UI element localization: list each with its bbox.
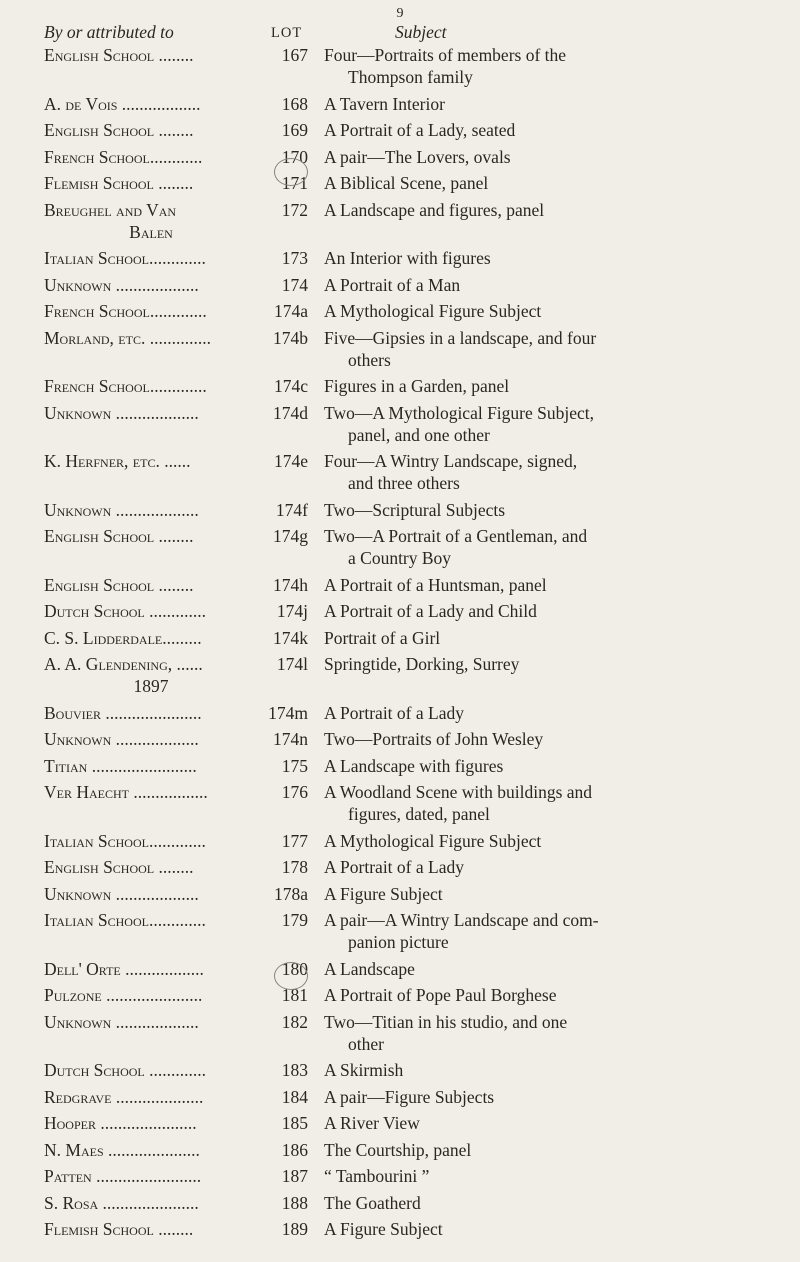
lot-subject <box>324 883 769 905</box>
lot-number: 186 <box>281 1139 308 1160</box>
column-headers <box>0 22 800 44</box>
lot-number: 168 <box>281 93 308 114</box>
lot-number: 187 <box>281 1166 308 1186</box>
lot-number: 183 <box>281 1060 308 1080</box>
lot-number: 174h <box>273 574 308 595</box>
pencil-circle-mark <box>274 962 308 990</box>
lot-number: 178 <box>281 857 308 877</box>
lot-number: 174e <box>273 451 308 471</box>
artist-attribution: Unknown ................... <box>44 402 199 423</box>
lot-entry <box>0 702 800 729</box>
lot-number: 173 <box>281 248 308 268</box>
artist-attribution: Titian ........................ <box>44 755 197 776</box>
lot-number: 188 <box>281 1192 308 1213</box>
subject-line: Five—Gipsies in a landscape, and four <box>324 327 597 348</box>
lot-number: 181 <box>281 985 308 1005</box>
lot-subject <box>324 327 769 371</box>
artist-attribution: French School............. <box>44 376 207 396</box>
subject-line: A Landscape and figures, panel <box>324 199 545 220</box>
artist-attribution: Bouvier ...................... <box>44 702 202 723</box>
lot-entry <box>0 44 800 93</box>
lot-subject <box>324 653 769 675</box>
subject-line: A Portrait of a Man <box>324 274 461 295</box>
subject-line: and three others <box>348 473 460 493</box>
artist-attribution: A. A. Glendening, ...... <box>44 654 203 674</box>
artist-attribution: A. de Vois .................. <box>44 93 201 114</box>
lot-number: 174g <box>273 526 308 546</box>
lot-number: 170 <box>281 146 308 167</box>
lot-subject <box>324 1165 769 1187</box>
artist-attribution: English School ........ <box>44 857 194 877</box>
subject-line: A Landscape <box>324 958 415 979</box>
subject-line: A Landscape with figures <box>324 755 504 776</box>
artist-attribution: C. S. Lidderdale......... <box>44 627 202 648</box>
lot-entry <box>0 1192 800 1219</box>
lot-subject <box>324 1218 769 1240</box>
lot-entry <box>0 1139 800 1166</box>
lot-number: 174f <box>275 499 308 520</box>
lot-entry <box>0 119 800 146</box>
pencil-circle-mark <box>274 158 308 186</box>
subject-line: Four—A Wintry Landscape, signed, <box>324 451 578 471</box>
subject-line: Two—Scriptural Subjects <box>324 499 506 520</box>
lot-subject <box>324 1059 769 1081</box>
lot-number: 178a <box>273 883 308 904</box>
lot-subject <box>324 119 769 141</box>
subject-line: A Portrait of a Lady, seated <box>324 120 516 140</box>
lot-number: 174a <box>273 301 308 321</box>
lot-subject <box>324 830 769 852</box>
artist-attribution: Flemish School ........ <box>44 1219 194 1239</box>
lot-subject <box>324 574 769 596</box>
lot-entry <box>0 450 800 499</box>
artist-attribution-continued: Balen <box>129 221 173 242</box>
subject-line: Figures in a Garden, panel <box>324 376 510 396</box>
lot-subject <box>324 172 769 194</box>
subject-line: figures, dated, panel <box>348 804 490 824</box>
lot-subject <box>324 1192 769 1214</box>
lot-entry <box>0 781 800 830</box>
lot-number: 174 <box>281 274 308 295</box>
artist-attribution: Dutch School ............. <box>44 601 206 621</box>
artist-attribution: S. Rosa ...................... <box>44 1192 199 1213</box>
artist-attribution: French School............. <box>44 301 207 321</box>
artist-attribution: N. Maes ..................... <box>44 1139 200 1160</box>
lot-number: 180 <box>281 958 308 979</box>
artist-attribution: Unknown ................... <box>44 729 199 749</box>
lot-entry <box>0 728 800 755</box>
subject-line: A Mythological Figure Subject <box>324 830 542 851</box>
subject-line: Two—A Mythological Figure Subject, <box>324 402 595 423</box>
artist-attribution: Unknown ................... <box>44 1011 199 1032</box>
subject-line: other <box>348 1033 384 1054</box>
artist-attribution: English School ........ <box>44 120 194 140</box>
lot-subject <box>324 627 769 649</box>
subject-line: panel, and one other <box>348 424 490 445</box>
subject-line: Four—Portraits of members of the <box>324 45 567 65</box>
page-number: 9 <box>396 6 404 21</box>
lot-subject <box>324 300 769 322</box>
lot-entry <box>0 93 800 120</box>
artist-attribution: Italian School............. <box>44 248 206 268</box>
subject-line: A Portrait of Pope Paul Borghese <box>324 985 557 1005</box>
artist-attribution: Morland, etc. .............. <box>44 327 211 348</box>
artist-attribution: English School ........ <box>44 526 194 546</box>
lot-number: 176 <box>281 782 308 802</box>
artist-attribution: Italian School............. <box>44 830 206 851</box>
lot-number: 169 <box>281 120 308 140</box>
lot-subject <box>324 247 769 269</box>
subject-line: Two—Titian in his studio, and one <box>324 1011 568 1032</box>
lot-entry <box>0 600 800 627</box>
artist-attribution: Breughel and Van <box>44 199 177 220</box>
artist-attribution-continued: 1897 <box>133 676 169 696</box>
lot-entry <box>0 199 800 248</box>
lot-number: 174d <box>273 402 308 423</box>
artist-attribution: Flemish School ........ <box>44 173 194 193</box>
lot-subject <box>324 274 769 296</box>
artist-attribution: English School ........ <box>44 45 194 65</box>
artist-attribution: Redgrave .................... <box>44 1086 204 1107</box>
lot-entry <box>0 402 800 451</box>
subject-line: The Courtship, panel <box>324 1139 472 1160</box>
lot-subject <box>324 1086 769 1108</box>
lot-entry <box>0 146 800 173</box>
lot-entry <box>0 856 800 883</box>
lot-subject <box>324 781 769 825</box>
lot-subject <box>324 375 769 397</box>
lot-number: 174k <box>273 627 308 648</box>
subject-line: A Biblical Scene, panel <box>324 173 489 193</box>
subject-line: Two—Portraits of John Wesley <box>324 729 544 749</box>
lot-entry <box>0 574 800 601</box>
subject-line: “ Tambourini ” <box>324 1166 430 1186</box>
lot-subject <box>324 1112 769 1134</box>
header-attributed: By or attributed to <box>44 22 174 42</box>
artist-attribution: K. Herfner, etc. ...... <box>44 451 191 471</box>
subject-line: Portrait of a Girl <box>324 627 441 648</box>
lot-subject <box>324 450 769 494</box>
lot-subject <box>324 402 769 446</box>
lot-entry <box>0 1011 800 1060</box>
subject-line: A pair—The Lovers, ovals <box>324 146 511 167</box>
lot-entry <box>0 247 800 274</box>
lot-subject <box>324 958 769 980</box>
subject-line: A Woodland Scene with buildings and <box>324 782 593 802</box>
subject-line: A Portrait of a Lady <box>324 702 464 723</box>
subject-line: A Skirmish <box>324 1060 404 1080</box>
lot-number: 184 <box>281 1086 308 1107</box>
lot-entry <box>0 327 800 376</box>
lot-number: 185 <box>281 1113 308 1133</box>
lot-number: 171 <box>281 173 308 193</box>
lot-entry <box>0 755 800 782</box>
lot-entry <box>0 375 800 402</box>
subject-line: A Figure Subject <box>324 1219 443 1239</box>
lot-subject <box>324 755 769 777</box>
artist-attribution: Pulzone ...................... <box>44 985 203 1005</box>
lot-entry <box>0 883 800 910</box>
lot-entry <box>0 1086 800 1113</box>
lot-subject <box>324 600 769 622</box>
subject-line: A River View <box>324 1113 420 1133</box>
lot-number: 174l <box>276 654 308 674</box>
lot-entry <box>0 627 800 654</box>
lot-number: 174j <box>276 601 308 621</box>
subject-line: A Portrait of a Lady <box>324 857 464 877</box>
artist-attribution: Italian School............. <box>44 910 206 930</box>
subject-line: A Figure Subject <box>324 883 443 904</box>
subject-line: others <box>348 349 391 370</box>
lot-number: 177 <box>281 830 308 851</box>
header-lot: LOT <box>271 25 303 41</box>
lot-number: 182 <box>281 1011 308 1032</box>
subject-line: a Country Boy <box>348 548 452 568</box>
lot-subject <box>324 909 769 953</box>
lot-number: 174n <box>273 729 308 749</box>
subject-line: The Goatherd <box>324 1192 421 1213</box>
lot-number: 175 <box>281 755 308 776</box>
artist-attribution: Ver Haecht ................. <box>44 782 208 802</box>
artist-attribution: Unknown ................... <box>44 883 199 904</box>
lot-subject <box>324 146 769 168</box>
lot-entry <box>0 1218 800 1245</box>
lot-subject <box>324 1139 769 1161</box>
artist-attribution: Unknown ................... <box>44 499 199 520</box>
lot-subject <box>324 984 769 1006</box>
lot-number: 174b <box>273 327 308 348</box>
lot-subject <box>324 702 769 724</box>
artist-attribution: Unknown ................... <box>44 274 199 295</box>
artist-attribution: Dell' Orte .................. <box>44 958 204 979</box>
lot-entry <box>0 653 800 702</box>
artist-attribution: Patten ........................ <box>44 1166 202 1186</box>
subject-line: A Mythological Figure Subject <box>324 301 542 321</box>
lot-entry <box>0 300 800 327</box>
lot-entry <box>0 909 800 958</box>
lot-entry <box>0 1059 800 1086</box>
lot-entry <box>0 1112 800 1139</box>
lot-entry <box>0 830 800 857</box>
subject-line: Thompson family <box>348 67 473 87</box>
lot-subject <box>324 93 769 115</box>
artist-attribution: English School ........ <box>44 574 194 595</box>
lot-subject <box>324 728 769 750</box>
lot-subject <box>324 856 769 878</box>
lot-entry <box>0 172 800 199</box>
lot-number: 174m <box>268 702 308 723</box>
lot-entry <box>0 499 800 526</box>
lot-list <box>0 44 800 1245</box>
lot-subject <box>324 525 769 569</box>
lot-subject <box>324 1011 769 1055</box>
lot-entry <box>0 984 800 1011</box>
lot-entry <box>0 525 800 574</box>
subject-line: Springtide, Dorking, Surrey <box>324 654 520 674</box>
lot-entry <box>0 274 800 301</box>
subject-line: An Interior with figures <box>324 248 491 268</box>
lot-number: 174c <box>273 376 308 396</box>
lot-subject <box>324 499 769 521</box>
subject-line: A pair—Figure Subjects <box>324 1086 495 1107</box>
subject-line: A pair—A Wintry Landscape and com- <box>324 910 599 930</box>
artist-attribution: French School............ <box>44 146 203 167</box>
lot-number: 172 <box>281 199 308 220</box>
lot-subject <box>324 199 769 221</box>
subject-line: A Portrait of a Lady and Child <box>324 601 537 621</box>
lot-entry <box>0 1165 800 1192</box>
lot-subject <box>324 44 769 88</box>
subject-line: Two—A Portrait of a Gentleman, and <box>324 526 588 546</box>
header-subject: Subject <box>395 22 447 42</box>
lot-entry <box>0 958 800 985</box>
lot-number: 179 <box>281 910 308 930</box>
subject-line: A Portrait of a Huntsman, panel <box>324 574 547 595</box>
lot-number: 167 <box>281 45 308 65</box>
subject-line: panion picture <box>348 932 449 952</box>
subject-line: A Tavern Interior <box>324 93 445 114</box>
artist-attribution: Dutch School ............. <box>44 1060 206 1080</box>
artist-attribution: Hooper ...................... <box>44 1113 197 1133</box>
lot-number: 189 <box>281 1219 308 1239</box>
